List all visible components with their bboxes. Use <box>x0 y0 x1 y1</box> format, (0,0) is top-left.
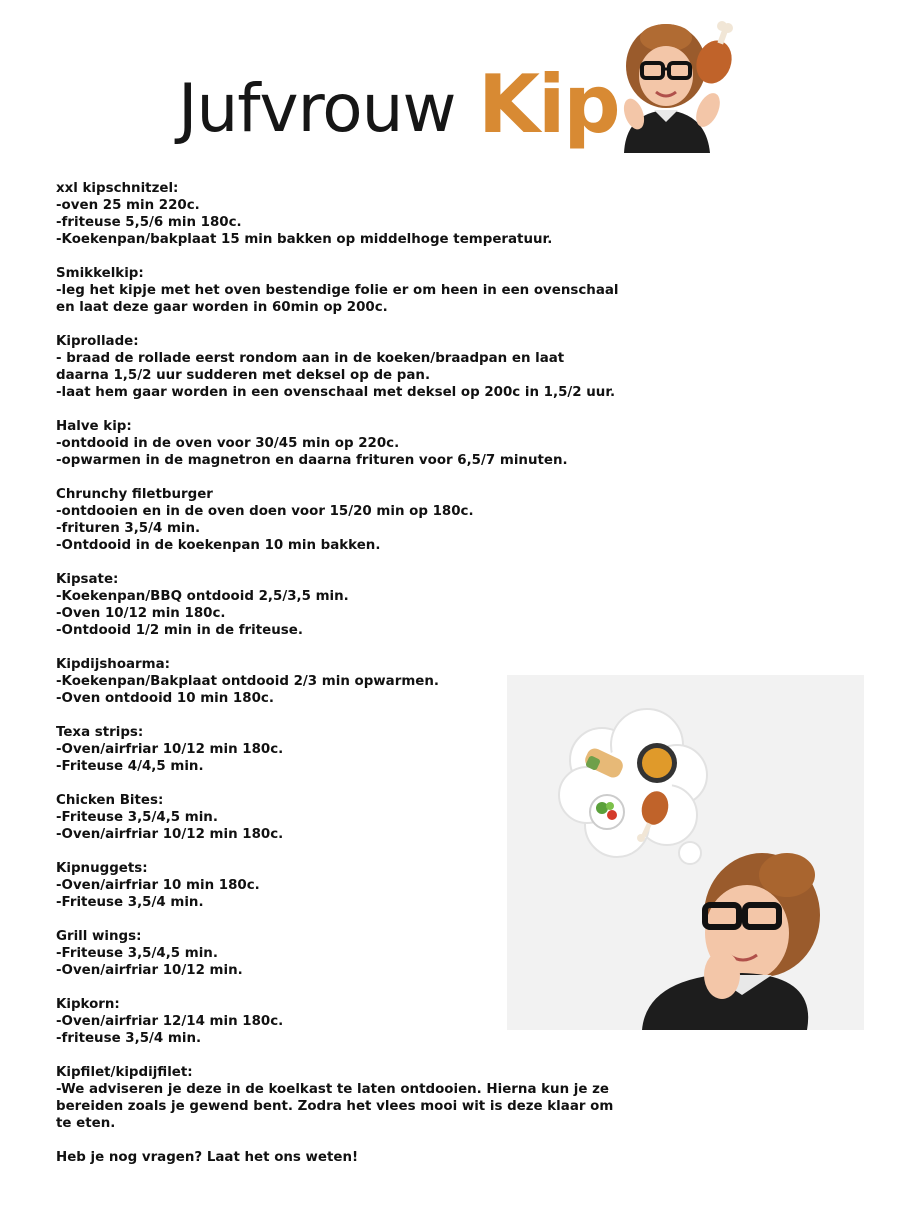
instruction-line: - braad de rollade eerst rondom aan in de koeken/braadpan en laat <box>56 351 565 366</box>
section-title: Kipdijshoarma: <box>56 657 171 672</box>
section-title: Chicken Bites: <box>56 793 164 808</box>
instruction-line: -Oven/airfriar 10/12 min 180c. <box>56 742 284 757</box>
brand-logo <box>178 52 619 172</box>
instruction-line: daarna 1,5/2 uur sudderen met deksel op de pan. <box>56 368 431 383</box>
instruction-line: -We adviseren je deze in de koelkast te laten ontdooien. Hierna kun je ze <box>56 1082 609 1097</box>
section-title: Chrunchy filetburger <box>56 487 213 502</box>
instruction-line: -Friteuse 3,5/4,5 min. <box>56 810 218 825</box>
instruction-line: -ontdooid in de oven voor 30/45 min op 220c. <box>56 436 400 451</box>
section-title: Kipfilet/kipdijfilet: <box>56 1065 193 1080</box>
instruction-line: -Koekenpan/Bakplaat ontdooid 2/3 min opwarmen. <box>56 674 439 689</box>
soup-pot-icon <box>637 743 677 783</box>
instruction-line: -Ontdooid 1/2 min in de friteuse. <box>56 623 303 638</box>
instruction-line: -Oven/airfriar 10 min 180c. <box>56 878 260 893</box>
section-chrunchy-filetburger <box>56 486 636 554</box>
section-halve-kip <box>56 418 636 469</box>
instruction-line: -Oven/airfriar 10/12 min. <box>56 963 243 978</box>
instruction-line: -Oven ontdooid 10 min 180c. <box>56 691 274 706</box>
instruction-line: bereiden zoals je gewend bent. Zodra het vlees mooi wit is deze klaar om <box>56 1099 614 1114</box>
instruction-line: -oven 25 min 220c. <box>56 198 200 213</box>
footer-text: Heb je nog vragen? Laat het ons weten! <box>56 1150 359 1165</box>
section-title: xxl kipschnitzel: <box>56 181 179 196</box>
instruction-line: -friteuse 5,5/6 min 180c. <box>56 215 242 230</box>
section-kiprollade <box>56 333 636 401</box>
instruction-line: -Friteuse 3,5/4,5 min. <box>56 946 218 961</box>
section-title: Halve kip: <box>56 419 132 434</box>
instruction-line: -Koekenpan/bakplaat 15 min bakken op middelhoge temperatuur. <box>56 232 553 247</box>
footer <box>56 1149 636 1166</box>
logo-text-jufvrouw: Jufvrouw <box>178 70 456 147</box>
section-kipsate <box>56 571 636 639</box>
section-title: Kipkorn: <box>56 997 120 1012</box>
section-title: Smikkelkip: <box>56 266 144 281</box>
section-title: Kiprollade: <box>56 334 139 349</box>
avatar-with-chicken-leg-icon <box>616 18 744 153</box>
section-kipfilet-kipdijfilet <box>56 1064 636 1132</box>
instruction-line: -leg het kipje met het oven bestendige folie er om heen in een ovenschaal <box>56 283 619 298</box>
instruction-line: -Friteuse 3,5/4 min. <box>56 895 204 910</box>
instruction-line: -friteuse 3,5/4 min. <box>56 1031 202 1046</box>
instruction-line: -Koekenpan/BBQ ontdooid 2,5/3,5 min. <box>56 589 349 604</box>
instruction-line: -Oven 10/12 min 180c. <box>56 606 226 621</box>
logo-text-kip: Kip <box>478 58 619 151</box>
instruction-line: -Ontdooid in de koekenpan 10 min bakken. <box>56 538 381 553</box>
instruction-line: -laat hem gaar worden in een ovenschaal met deksel op 200c in 1,5/2 uur. <box>56 385 616 400</box>
section-title: Grill wings: <box>56 929 142 944</box>
instruction-line: en laat deze gaar worden in 60min op 200c. <box>56 300 388 315</box>
section-title: Kipnuggets: <box>56 861 148 876</box>
thinking-avatar-illustration <box>507 675 864 1030</box>
instruction-line: -Oven/airfriar 12/14 min 180c. <box>56 1014 284 1029</box>
instruction-line: -Friteuse 4/4,5 min. <box>56 759 204 774</box>
instruction-line: -Oven/airfriar 10/12 min 180c. <box>56 827 284 842</box>
section-title: Kipsate: <box>56 572 119 587</box>
instruction-line: te eten. <box>56 1116 116 1131</box>
instruction-line: -opwarmen in de magnetron en daarna frituren voor 6,5/7 minuten. <box>56 453 568 468</box>
section-smikkelkip <box>56 265 636 316</box>
section-xxl-kipschnitzel <box>56 180 636 248</box>
section-title: Texa strips: <box>56 725 144 740</box>
instruction-line: -frituren 3,5/4 min. <box>56 521 201 536</box>
instruction-line: -ontdooien en in de oven doen voor 15/20 min op 180c. <box>56 504 474 519</box>
salad-icon <box>590 795 624 829</box>
